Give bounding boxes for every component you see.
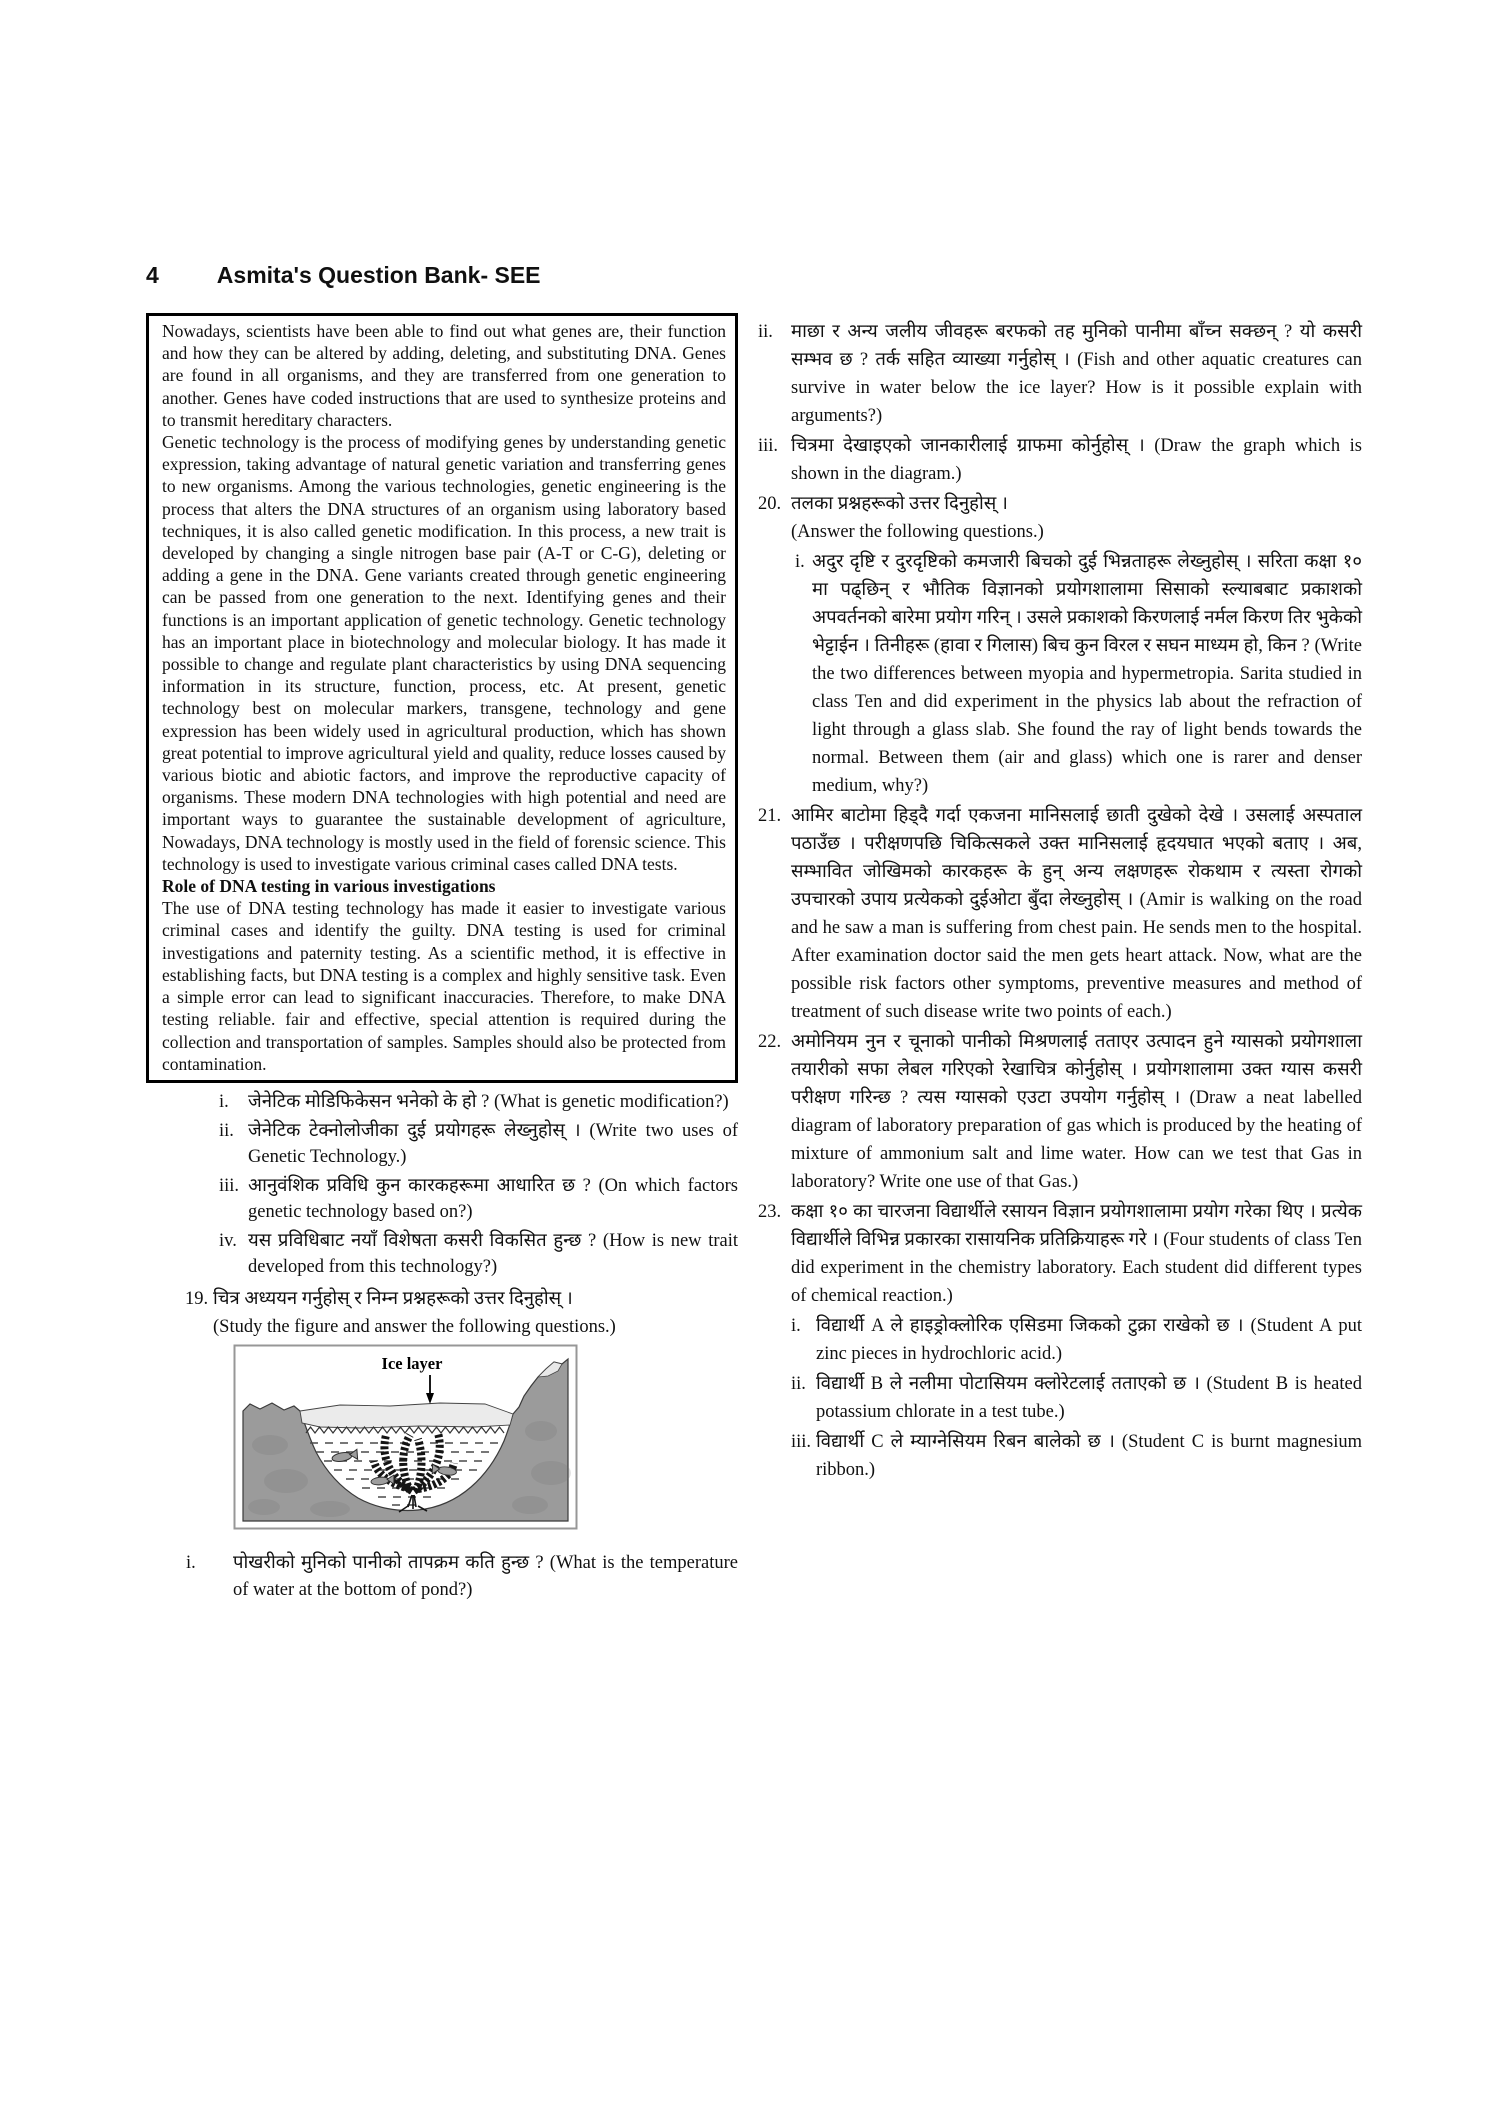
ice-layer-label: Ice layer: [381, 1353, 443, 1373]
ice-band: [300, 1403, 513, 1428]
question-number: i.: [791, 1316, 801, 1336]
passage-paragraph: The use of DNA testing technology has made it easier to investigate various criminal cases and identify the guilty. DNA testing is used for criminal investigations and paternity testing. As a scientific method, it is effective in establishing facts, but DNA testing is a complex and highly sensitive task. Even a simple error can lead to significant inaccuracies. Therefore, to make DNA testing reliable. fair and effective, special attention is required during the collection and transportation of samples. Samples should also be protected from contamination.: [162, 898, 726, 1074]
question-text: आमिर बाटोमा हिड्दै गर्दा एकजना मानिसलाई छाती दुखेको देखे । उसलाई अस्पताल पठाउँछ । परीक्षणपछि चिकित्सकले उक्त मानिसलाई हृदयघात भएको बताए । अब, सम्भावित जोखिमको कारकहरू के हुन् अन्य लक्षणहरू रोकथाम र त्यस्ता रोगको उपचारको उपाय प्रत्येकको दुईओटा बुँदा लेख्नुहोस् । (Amir is walking on the road and he saw a man is suffering from chest pain. He sends men to the hospital. After examination doctor said the men gets heart attack. Now, what are the possible risk factors other symptoms, preventive measures and method of treatment of such disease write two points of each.): [791, 806, 1362, 1022]
question-text: विद्यार्थी B ले नलीमा पोटासियम क्लोरेटलाई तताएको छ । (Student B is heated potassium chlorate in a test tube.): [816, 1374, 1362, 1422]
bank-texture: [525, 1421, 557, 1441]
pond-diagram: [233, 1344, 578, 1530]
right-column: [758, 316, 1362, 1484]
question-number: 19.: [185, 1288, 209, 1309]
question-item: [758, 318, 1362, 430]
question-number: 21.: [758, 806, 782, 826]
question-text: विद्यार्थी C ले म्याग्नेसियम रिबन बालेको छ । (Student C is burnt magnesium ribbon.): [816, 1432, 1362, 1480]
bank-texture: [310, 1501, 350, 1517]
question-item: [758, 432, 1362, 488]
bank-texture: [248, 1499, 280, 1515]
question-item: [146, 1284, 738, 1341]
question-text: आनुवंशिक प्रविधि कुन कारकहरूमा आधारित छ ? (On which factors genetic technology based on?): [248, 1175, 738, 1222]
left-column: [146, 313, 738, 1604]
question-text-english: (Answer the following questions.): [791, 522, 1044, 542]
question-number: 23.: [758, 1202, 782, 1222]
question-item: [758, 1312, 1362, 1368]
bank-texture: [531, 1461, 571, 1485]
question-number: iii.: [219, 1175, 240, 1196]
question-item: [146, 1118, 738, 1170]
question-text: चित्रमा देखाइएको जानकारीलाई ग्राफमा कोर्नुहोस् । (Draw the graph which is shown in the diagram.): [791, 436, 1362, 484]
passage-paragraph: Genetic technology is the process of modifying genes by understanding genetic expression, taking advantage of natural genetic variation and transferring genes to new organisms. Among the various technologies, genetic engineering is the process that alters the DNA structures of an organism using laboratory based techniques, it is also called genetic modification. In this process, a new trait is developed by changing a single nitrogen base pair (A-T or C-G), deleting or adding a gene in the DNA. Gene variants created through genetic engineering can be passed from one generation to the next. Identifying genes and their functions is an important application of genetic technology. Genetic technology has an important place in biotechnology and molecular biology. It has made it possible to change and regulate plant characteristics by using DNA sequencing information in its structure, function, process, etc. At present, genetic technology best on molecular markers, transgene, technology and gene expression has been widely used in agricultural production, which has shown great potential to improve agricultural yield and quality, reduce losses caused by various biotic and abiotic factors, and improve the reproductive capacity of organisms. These modern DNA technologies with high potential and need are important ways to guarantee the sustainable development of agriculture, Nowadays, DNA technology is mostly used in the field of forensic science. This technology is used to investigate various criminal cases called DNA tests.: [162, 432, 726, 874]
question-text: जेनेटिक मोडिफिकेसन भनेको के हो ? (What is genetic modification?): [248, 1091, 729, 1112]
question-item: [758, 1028, 1362, 1196]
passage-paragraph: Nowadays, scientists have been able to find out what genes are, their function and how they can be altered by adding, deleting, and substituting DNA. Genes are found in all organisms, and they are transferred from one generation to another. Genes have coded instructions that are used to synthesize proteins and to transmit hereditary characters.: [162, 321, 726, 430]
bank-texture: [252, 1435, 288, 1455]
question-item: [758, 802, 1362, 1026]
question-number: i.: [219, 1091, 229, 1112]
question-number: 22.: [758, 1032, 782, 1052]
passage-box: [146, 313, 738, 1083]
bank-texture: [512, 1496, 548, 1514]
question-text: माछा र अन्य जलीय जीवहरू बरफको तह मुनिको पानीमा बाँच्न सक्छन् ? यो कसरी सम्भव छ ? तर्क सहित व्याख्या गर्नुहोस् । (Fish and other aquatic creatures can survive in water below the ice layer? How is it possible explain with arguments?): [791, 322, 1362, 426]
question-text: यस प्रविधिबाट नयाँ विशेषता कसरी विकसित हुन्छ ? (How is new trait developed from this technology?): [248, 1230, 738, 1277]
question-item: [146, 1173, 738, 1225]
question-number: ii.: [219, 1120, 234, 1141]
question-text: जेनेटिक टेक्नोलोजीका दुई प्रयोगहरू लेख्नुहोस् । (Write two uses of Genetic Technology.): [248, 1120, 738, 1167]
question-item: [146, 1550, 738, 1604]
bank-texture: [264, 1469, 308, 1493]
question-item: [758, 548, 1362, 800]
page-header: [146, 262, 541, 289]
question-item: [758, 1428, 1362, 1484]
question-number: 20.: [758, 494, 782, 514]
page-title: Asmita's Question Bank- SEE: [216, 262, 541, 288]
question-number: iii.: [791, 1432, 812, 1452]
question-text-nepali: चित्र अध्ययन गर्नुहोस् र निम्न प्रश्नहरूको उत्तर दिनुहोस् ।: [213, 1288, 573, 1309]
pond-figure: [233, 1344, 578, 1530]
question-number: ii.: [791, 1374, 806, 1394]
question-item: [758, 1198, 1362, 1310]
question-item: [758, 1370, 1362, 1426]
question-item: [758, 490, 1362, 546]
question-number: ii.: [758, 322, 773, 342]
page-number: 4: [146, 262, 159, 288]
question-text: पोखरीको मुनिको पानीको तापक्रम कति हुन्छ ? (What is the temperature of water at the bottom of pond?): [233, 1552, 738, 1600]
question-number: iii.: [758, 436, 779, 456]
question-text-nepali: तलका प्रश्नहरूको उत्तर दिनुहोस् ।: [791, 494, 1008, 514]
question-number: iv.: [219, 1230, 237, 1251]
question-text: अमोनियम नुन र चूनाको पानीको मिश्रणलाई तताएर उत्पादन हुने ग्यासको प्रयोगशाला तयारीको सफा लेबल गरिएको रेखाचित्र कोर्नुहोस् । प्रयोगशालामा उक्त ग्यास कसरी परीक्षण गरिन्छ ? त्यस ग्यासको एउटा उपयोग गर्नुहोस् । (Draw a neat labelled diagram of laboratory preparation of gas which is produced by the heating of mixture of ammonium salt and lime water. How can we test that Gas in laboratory? Write one use of that Gas.): [791, 1032, 1362, 1192]
question-text: अदुर दृष्टि र दुरदृष्टिको कमजारी बिचको दुई भिन्नताहरू लेख्नुहोस् । सरिता कक्षा १० मा पढ्छिन् र भौतिक विज्ञानको प्रयोगशालामा सिसाको स्ल्याबबाट प्रकाशको अपवर्तनको बारेमा प्रयोग गरिन् । उसले प्रकाशको किरणलाई नर्मल किरण तिर भुकेको भेट्टाईन । तिनीहरू (हावा र गिलास) बिच कुन विरल र सघन माध्यम हो, किन ? (Write the two differences between myopia and hypermetropia. Sarita studied in class Ten and did experiment in the physics lab about the refraction of light through a glass slab. She found the ray of light bends towards the normal. Between them (air and glass) which one is rarer and denser medium, why?): [812, 552, 1362, 796]
question-item: [146, 1089, 738, 1115]
question-item: [146, 1228, 738, 1280]
question-text: विद्यार्थी A ले हाइड्रोक्लोरिक एसिडमा जिकको टुक्रा राखेको छ । (Student A put zinc pieces in hydrochloric acid.): [816, 1316, 1362, 1364]
passage-heading: Role of DNA testing in various investigations: [162, 876, 496, 897]
question-text-english: (Study the figure and answer the following questions.): [213, 1316, 616, 1337]
question-number: i.: [795, 552, 805, 572]
question-number: i.: [186, 1552, 196, 1573]
question-text: कक्षा १० का चारजना विद्यार्थीले रसायन विज्ञान प्रयोगशालामा प्रयोग गरेका थिए । प्रत्येक विद्यार्थीले विभिन्न प्रकारका रासायनिक प्रतिक्रियाहरू गरे । (Four students of class Ten did experiment in the chemistry laboratory. Each student did different types of chemical reaction.): [791, 1202, 1362, 1306]
